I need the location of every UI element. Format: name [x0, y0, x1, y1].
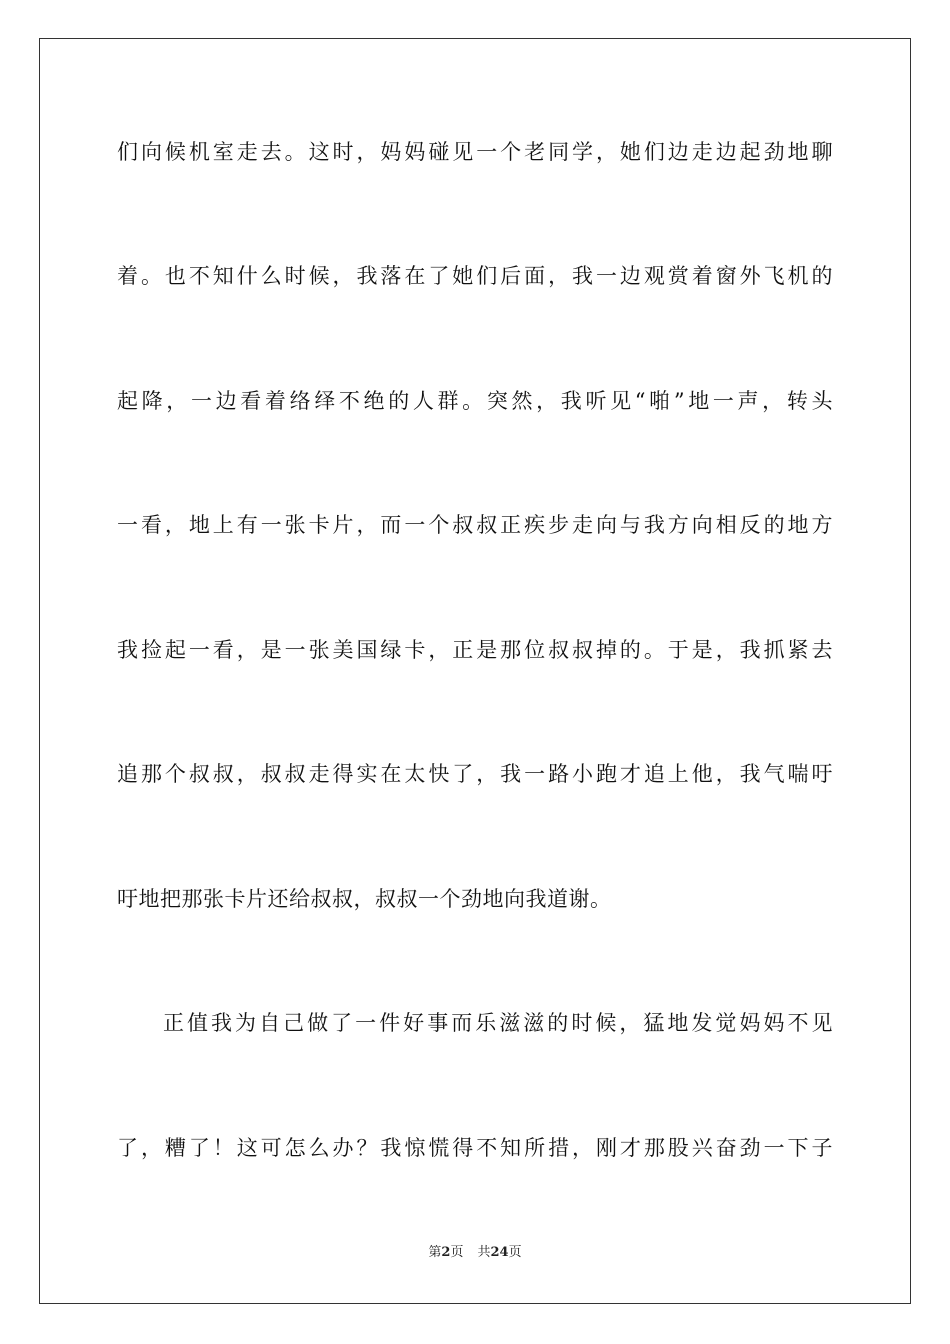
page-prefix: 第 — [428, 1245, 442, 1260]
body-text-line-1: 们向候机室走去。这时，妈妈碰见一个老同学，她们边走边起劲地聊 — [117, 140, 833, 164]
body-text-line-3: 起降，一边看着络绎不绝的人群。突然，我听见“啪”地一声，转头 — [117, 389, 833, 413]
body-text-line-5: 我捡起一看，是一张美国绿卡，正是那位叔叔掉的。于是，我抓紧去 — [117, 638, 833, 662]
total-suffix: 页 — [508, 1245, 522, 1260]
body-text-line-6: 追那个叔叔，叔叔走得实在太快了，我一路小跑才追上他，我气喘吁 — [117, 762, 833, 786]
page-footer — [0, 1244, 950, 1262]
page-border — [39, 38, 911, 1304]
body-text-line-8: 正值我为自己做了一件好事而乐滋滋的时候，猛地发觉妈妈不见 — [163, 1011, 833, 1035]
total-pages: 24 — [490, 1245, 509, 1260]
body-text-line-4: 一看，地上有一张卡片，而一个叔叔正疾步走向与我方向相反的地方 — [117, 513, 833, 537]
total-prefix: 共 — [477, 1245, 491, 1260]
body-text-line-7: 吁地把那张卡片还给叔叔，叔叔一个劲地向我道谢。 — [117, 887, 612, 911]
body-text-line-9: 了，糟了！这可怎么办？我惊慌得不知所措，刚才那股兴奋劲一下子 — [117, 1136, 833, 1160]
page-suffix: 页 — [450, 1245, 464, 1260]
page-number: 2 — [441, 1245, 451, 1260]
body-text-line-2: 着。也不知什么时候，我落在了她们后面，我一边观赏着窗外飞机的 — [117, 264, 833, 288]
